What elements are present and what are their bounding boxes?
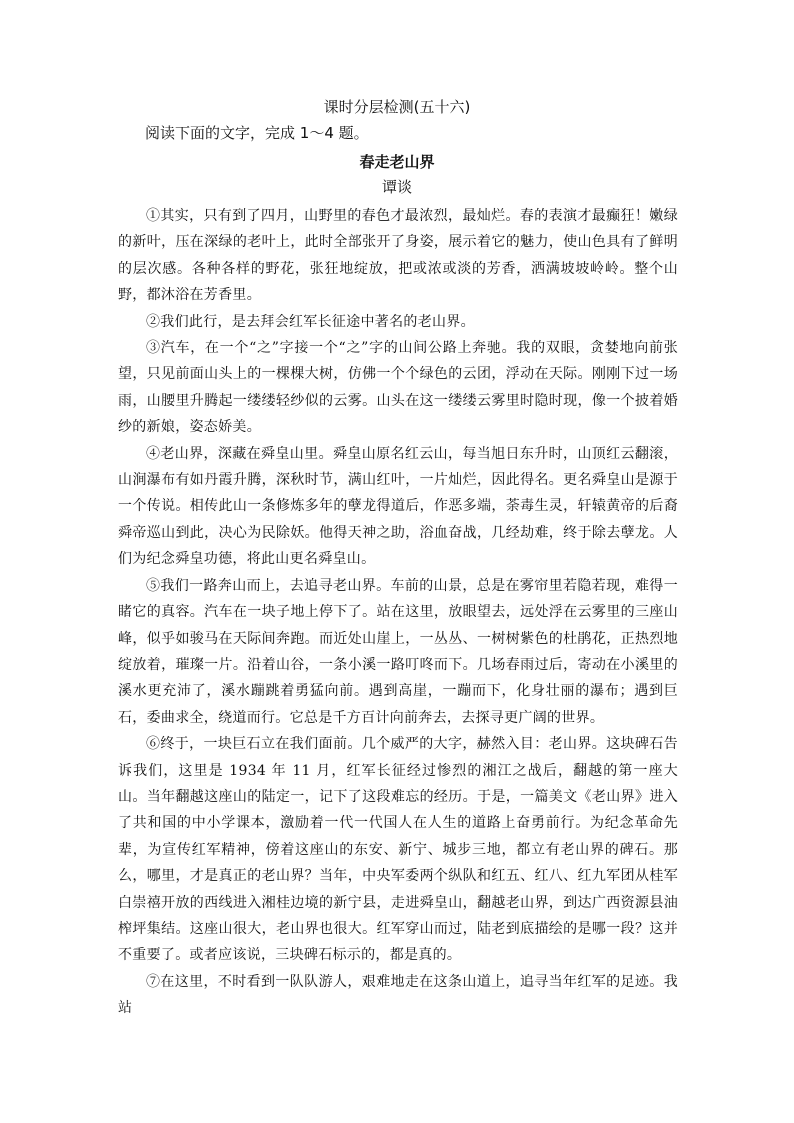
page-title: 课时分层检测(五十六): [323, 98, 471, 116]
article-author: 谭谈: [381, 178, 412, 196]
paragraph-4: ④老山界，深藏在舜皇山里。舜皇山原名红云山，每当旭日东升时，山顶红云翻滚，山涧瀑布有如丹霞升腾，深秋时节，满山红叶，一片灿烂，因此得名。更名舜皇山是源于一个传说。相传此山一条修炼多年的孽龙得道后，作恶多端，荼毒生灵，轩辕黄帝的后裔舜帝巡山到此，决心为民除妖。他得天神之助，浴血奋战，几经劫难，终于除去孽龙。人们为纪念舜皇功德，将此山更名舜皇山。: [118, 445, 678, 568]
paragraph-6: ⑥终于，一块巨石立在我们面前。几个威严的大字，赫然入目：老山界。这块碑石告诉我们，这里是 1934 年 11 月，红军长征经过惨烈的湘江之战后，翻越的第一座大山。当年翻越这座山的陆定一，记下了这段难忘的经历。于是，一篇美文《老山界》进入了共和国的中小学课本，激励着一代一代国人在人生的道路上奋勇前行。为纪念革命先辈，为宣传红军精神，傍着这座山的东安、新宁、城步三地，都立有老山界的碑石。那么，哪里，才是真正的老山界？当年，中央军委两个纵队和红五、红八、红九军团从桂军白崇禧开放的西线进入湘桂边境的新宁县，走进舜皇山，翻越老山界，到达广西资源县油榨坪集结。这座山很大，老山界也很大。红军穿山而过，陆老到底描绘的是哪一段？这并不重要了。或者应该说，三块碑石标示的，都是真的。: [118, 736, 678, 964]
paragraph-7: ⑦在这里，不时看到一队队游人，艰难地走在这条山道上，追寻当年红军的足迹。我站: [118, 973, 678, 1017]
paragraph-3: ③汽车，在一个“之”字接一个“之”字的山间公路上奔驰。我的双眼，贪婪地向前张望，只见前面山头上的一棵棵大树，仿佛一个个绿色的云团，浮动在天际。刚刚下过一场雨，山腰里升腾起一缕缕轻纱似的云雾。山头在这一缕缕云雾里时隐时现，像一个披着婚纱的新娘，姿态娇美。: [118, 340, 678, 436]
paragraph-5: ⑤我们一路奔山而上，去追寻老山界。车前的山景，总是在雾帘里若隐若现，难得一睹它的真容。汽车在一块子地上停下了。站在这里，放眼望去，远处浮在云雾里的三座山峰，似乎如骏马在天际间奔跑。而近处山崖上，一丛丛、一树树紫色的杜鹃花，正热烈地绽放着，璀璨一片。沿着山谷，一条小溪一路叮咚而下。几场春雨过后，寄动在小溪里的溪水更充沛了，溪水蹦跳着勇猛向前。遇到高崖，一蹦而下，化身壮丽的瀑布；遇到巨石，委曲求全，绕道而行。它总是千方百计向前奔去，去探寻更广阔的世界。: [118, 577, 678, 726]
article-title: 春走老山界: [359, 153, 435, 171]
paragraph-2: ②我们此行，是去拜会红军长征途中著名的老山界。: [146, 313, 475, 330]
article-body: [118, 203, 678, 1022]
paragraph-1: ①其实，只有到了四月，山野里的春色才最浓烈，最灿烂。春的表演才最癫狂！嫩绿的新叶，压在深绿的老叶上，此时全部张开了身姿，展示着它的魅力，使山色具有了鲜明的层次感。各种各样的野花，张狂地绽放，把或浓或淡的芳香，洒满坡坡岭岭。整个山野，都沐浴在芳香里。: [118, 208, 678, 304]
reading-instruction: 阅读下面的文字，完成 1～4 题。: [145, 124, 369, 142]
